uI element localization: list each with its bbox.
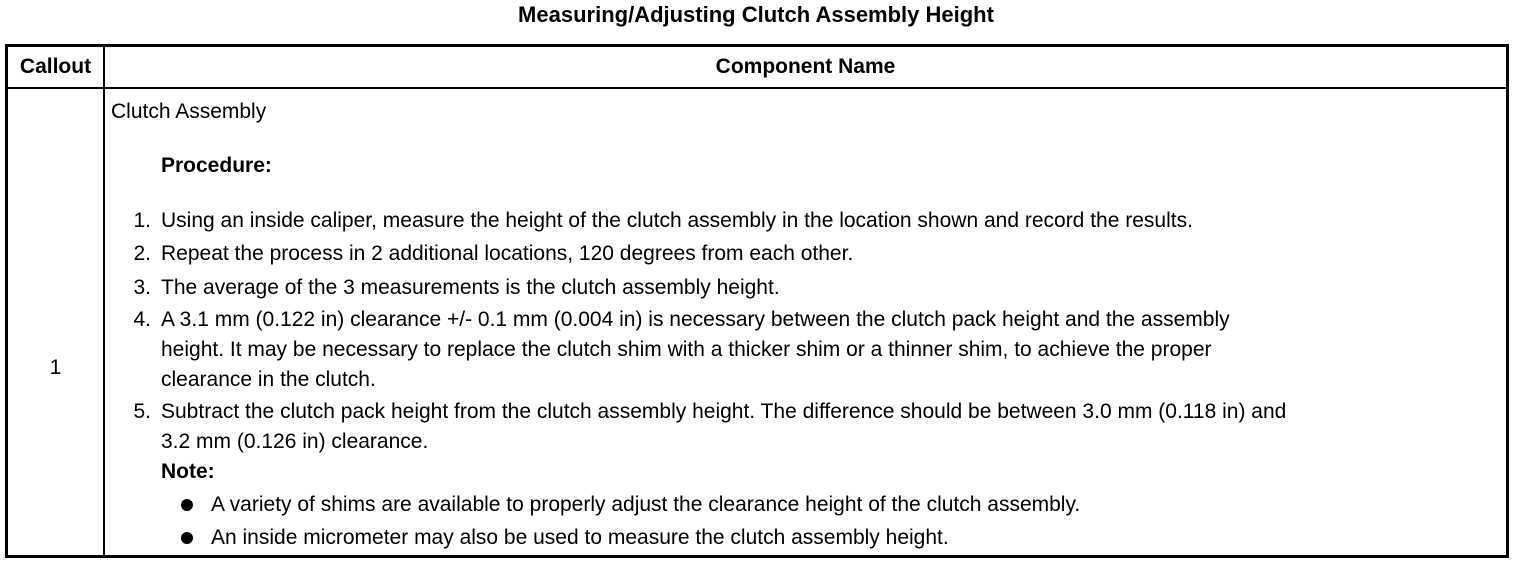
step-text: height. It may be necessary to replace the clutch shim with a thicker shim or a thinner shim, to achieve the proper	[161, 338, 1212, 361]
component-cell	[105, 89, 1506, 555]
callout-cell	[8, 89, 105, 555]
note-heading: Note:	[161, 460, 215, 483]
header-component-name: Component Name	[105, 47, 1506, 89]
note-item: An inside micrometer may also be used to measure the clutch assembly height.	[211, 526, 949, 549]
page-title: Measuring/Adjusting Clutch Assembly Height	[518, 2, 994, 27]
step-text: Using an inside caliper, measure the height of the clutch assembly in the location shown and record the results.	[161, 209, 1193, 232]
step-number: 5.	[133, 400, 151, 423]
callout-number: 1	[49, 356, 62, 379]
callout-table	[5, 44, 1509, 558]
step-text: clearance in the clutch.	[161, 368, 376, 391]
procedure-heading: Procedure:	[161, 154, 272, 177]
step-number: 1.	[133, 209, 151, 232]
step-number: 4.	[133, 308, 151, 331]
header-callout: Callout	[8, 47, 105, 89]
note-item: A variety of shims are available to properly adjust the clearance height of the clutch assembly.	[211, 493, 1081, 516]
step-text: The average of the 3 measurements is the clutch assembly height.	[161, 276, 780, 299]
step-text: A 3.1 mm (0.122 in) clearance +/- 0.1 mm (0.004 in) is necessary between the clutch pack height and the assembly	[161, 308, 1230, 331]
step-number: 3.	[133, 276, 151, 299]
bullet-icon	[181, 532, 193, 544]
bullet-icon	[181, 499, 193, 511]
step-text: 3.2 mm (0.126 in) clearance.	[161, 430, 429, 453]
component-name: Clutch Assembly	[111, 100, 267, 123]
step-text: Repeat the process in 2 additional locations, 120 degrees from each other.	[161, 242, 854, 265]
step-number: 2.	[133, 242, 151, 265]
step-text: Subtract the clutch pack height from the clutch assembly height. The difference should be between 3.0 mm (0.118 in) and	[161, 400, 1287, 423]
